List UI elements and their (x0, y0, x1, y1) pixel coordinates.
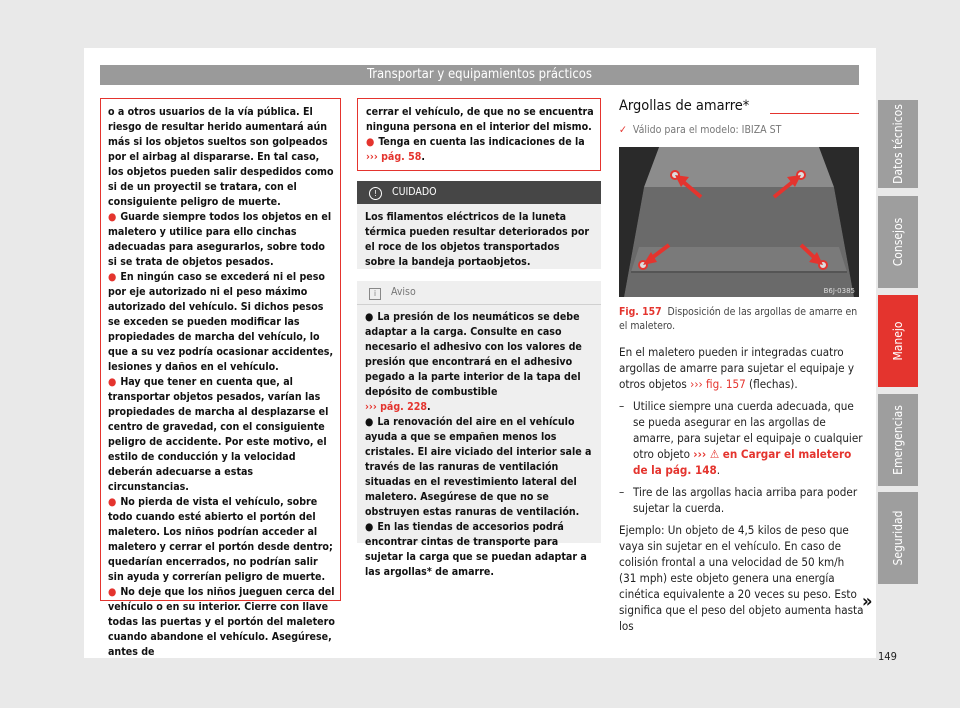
note-header: i Aviso (357, 281, 601, 305)
bullet-icon: ● (365, 416, 374, 428)
warning-bullet: ● Tenga en cuenta las indicaciones de la ››› pág. 58. (366, 136, 585, 163)
title-rule (770, 113, 859, 114)
tab-seguridad[interactable]: Seguridad (878, 492, 918, 584)
paragraph: Ejemplo: Un objeto de 4,5 kilos de peso que vaya sin sujetar en el vehículo. En caso de colisión frontal a una velocidad de 50 km/h (31 mph) este objeto genera una energía cinética equivalente a 20 veces su peso. Esto significa que el peso del objeto aumenta hasta los (619, 523, 864, 633)
page-number: 149 (878, 650, 897, 663)
bullet-icon: ● (108, 271, 117, 283)
tab-datos-tecnicos[interactable]: Datos técnicos (878, 100, 918, 188)
bullet-icon: ● (365, 521, 374, 533)
continue-mark: » (862, 591, 873, 612)
bullet-icon: ● (108, 496, 117, 508)
note-item: ● En las tiendas de accesorios podrá encontrar cintas de transporte para sujetar la carga que se puedan adaptar a las argollas* de amarre. (365, 521, 587, 578)
tab-consejos[interactable]: Consejos (878, 196, 918, 288)
page-ref-link[interactable]: ››› ⚠ en Cargar el maletero de la pág. 148 (633, 447, 852, 477)
caution-header: ! CUIDADO (357, 181, 601, 204)
paragraph: En el maletero pueden ir integradas cuatro argollas de amarre para sujetar el equipaje y otros objetos ››› fig. 157 (flechas). (619, 345, 854, 391)
bullet-icon: ● (366, 136, 375, 148)
bullet-icon: ● (108, 211, 117, 223)
warning-bullet: ● En ningún caso se excederá ni el peso por eje autorizado ni el peso máximo autorizado del vehículo. Si dichos pesos se exceden se pueden modificar las propiedades de marcha del vehículo, lo que a su vez podría ocasionar accidentes, lesiones y daños en el vehículo. (108, 271, 334, 373)
figure-caption: Fig. 157 Disposición de las argollas de amarre en el maletero. (619, 306, 858, 332)
page-ref-link[interactable]: ››› pág. 228 (365, 401, 428, 413)
warning-bullet: ● Hay que tener en cuenta que, al transportar objetos pesados, varían las propiedades de marcha al desplazarse el centro de gravedad, con el consiguiente peligro de accidente. Por este motivo, el estilo de conducción y la velocidad deberán adecuarse a estas circunstancias. (108, 376, 329, 493)
warning-continuation: cerrar el vehículo, de que no se encuentra ninguna persona en el interior del mismo. (366, 106, 594, 133)
section-body (619, 344, 864, 640)
trunk-figure (619, 147, 859, 297)
section-title: Argollas de amarre* (619, 98, 750, 114)
dash-item: – Tire de las argollas hacia arriba para poder sujetar la cuerda. (619, 484, 864, 516)
warning-bullet: ● No deje que los niños jueguen cerca del vehículo o en su interior. Cierre con llave todas las puertas y el portón del maletero cuando abandone el vehículo. Asegúrese, antes de (108, 586, 335, 658)
warning-bullet: ● No pierda de vista el vehículo, sobre todo cuando esté abierto el portón del maletero. Los niños podrían acceder al maletero y cerrar el portón desde dentro; quedarían encerrados, no podrían salir sin ayuda y correrían peligro de muerte. (108, 496, 333, 583)
bullet-icon: ● (108, 376, 117, 388)
note-item: ● La renovación del aire en el vehículo ayuda a que se empañen menos los cristales. El aire viciado del interior sale a través de las ranuras de ventilación situadas en el revestimiento lateral del maletero. Asegúrese de que no se obstruyen estas ranuras de ventilación. (365, 416, 592, 518)
trunk-illustration (619, 147, 859, 297)
figure-code: B6J-0385 (823, 287, 855, 295)
caution-box (357, 181, 601, 269)
note-item: ● La presión de los neumáticos se debe adaptar a la carga. Consulte en caso necesario el adhesivo con los valores de presión que encontrará en el adhesivo pegado a la parte interior de la tapa del depósito de combustible ››› pág. 228. (365, 311, 582, 413)
tab-manejo[interactable]: Manejo (878, 295, 918, 387)
page-ref-link[interactable]: ››› pág. 58 (366, 151, 422, 163)
note-icon: i (369, 288, 381, 300)
figure-ref-link[interactable]: ››› fig. 157 (690, 377, 746, 391)
bullet-icon: ● (108, 586, 117, 598)
tab-emergencias[interactable]: Emergencias (878, 394, 918, 486)
bullet-icon: ● (365, 311, 374, 323)
dash-item: – Utilice siempre una cuerda adecuada, que se pueda asegurar en las argollas de amarre, para sujetar el equipaje o cualquier otro objeto ››› ⚠ en Cargar el maletero de la pág. 148. (619, 398, 864, 478)
validity-note: ✓ Válido para el modelo: IBIZA ST (619, 124, 782, 136)
warning-bullet: ● Guarde siempre todos los objetos en el maletero y utilice para ello cinchas adecuadas para asegurarlos, sobre todo si se trata de objetos pesados. (108, 211, 332, 268)
warning-intro: o a otros usuarios de la vía pública. El riesgo de resultar herido aumentará aún más si los objetos sueltos son golpeados por el airbag al dispararse. En tal caso, los objetos pueden salir despedidos como si de un proyectil se tratara, con el consiguiente peligro de muerte. (108, 106, 334, 208)
warning-box-col2 (357, 98, 601, 171)
info-icon: ! (369, 187, 382, 200)
note-box (357, 281, 601, 578)
check-icon: ✓ (619, 124, 627, 136)
warning-box-col1 (100, 98, 341, 658)
page-header: Transportar y equipamientos prácticos (100, 65, 859, 85)
caution-text: Los filamentos eléctricos de la luneta térmica pueden resultar deteriorados por el roce de los objetos transportados sobre la bandeja portaobjetos. (365, 211, 590, 268)
